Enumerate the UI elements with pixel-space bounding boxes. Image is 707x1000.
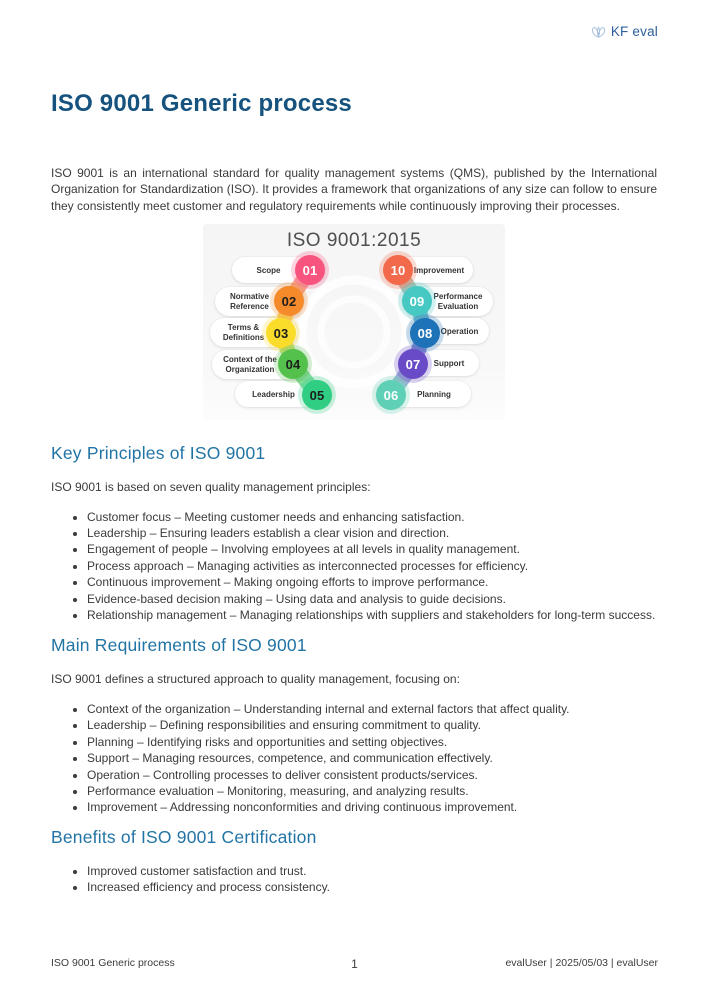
diagram-title: ISO 9001:2015 bbox=[286, 230, 422, 252]
list-item: • Leadership – Defining responsibilities and ensuring commitment to quality. bbox=[87, 717, 657, 733]
diagram-label-planning: Planning bbox=[377, 381, 471, 407]
diagram-step-01: 01 bbox=[295, 255, 325, 285]
list-item: • Engagement of people – Involving employees at all levels in quality management. bbox=[87, 541, 657, 557]
list-item: • Relationship management – Managing relationships with suppliers and stakeholders for long-term success. bbox=[87, 607, 657, 623]
list-item: • Customer focus – Meeting customer needs and enhancing satisfaction. bbox=[87, 509, 657, 525]
bullet-list bbox=[51, 701, 657, 816]
brand-logo-text: KF eval bbox=[610, 24, 658, 39]
list-item: • Planning – Identifying risks and opportunities and setting objectives. bbox=[87, 734, 657, 750]
list-item: • Support – Managing resources, competence, and communication effectively. bbox=[87, 750, 657, 766]
list-item: • Evidence-based decision making – Using data and analysis to guide decisions. bbox=[87, 591, 657, 607]
footer-document-title: ISO 9001 Generic process bbox=[51, 957, 175, 969]
diagram-step-07: 07 bbox=[398, 349, 428, 379]
diagram-label-terms-definitions: Terms & Definitions bbox=[210, 318, 297, 347]
diagram-step-10: 10 bbox=[383, 255, 413, 285]
list-item: • Improved customer satisfaction and trust. bbox=[87, 863, 657, 879]
bullet-list bbox=[51, 509, 657, 624]
list-item: • Improvement – Addressing nonconformities and driving continuous improvement. bbox=[87, 799, 657, 815]
section-benefits bbox=[51, 827, 657, 896]
diagram-label-improvement: Improvement bbox=[385, 257, 473, 283]
butterfly-logo-icon bbox=[590, 25, 607, 39]
list-item: • Continuous improvement – Making ongoing efforts to improve performance. bbox=[87, 574, 657, 590]
diagram-step-09: 09 bbox=[402, 286, 432, 316]
diagram-label-context-of-organization: Context of the Organization bbox=[212, 350, 308, 379]
diagram-step-08: 08 bbox=[410, 318, 440, 348]
intro-paragraph: ISO 9001 is an international standard for quality management systems (QMS), published by the International Organization for Standardization (ISO). It provides a framework that organizations of any size can follow to ensure they consistently meet customer and regulatory requirements while continuously improving their processes. bbox=[51, 166, 657, 213]
section-main-requirements bbox=[51, 635, 657, 815]
section-heading: Main Requirements of ISO 9001 bbox=[51, 635, 307, 656]
list-item: • Performance evaluation – Monitoring, measuring, and analyzing results. bbox=[87, 783, 657, 799]
section-key-principles bbox=[51, 443, 657, 623]
iso-9001-process-diagram bbox=[203, 224, 505, 420]
diagram-step-03: 03 bbox=[266, 318, 296, 348]
diagram-label-leadership: Leadership bbox=[235, 381, 332, 407]
diagram-gradient-ribbon bbox=[203, 224, 505, 420]
list-item: • Context of the organization – Understanding internal and external factors that affect quality. bbox=[87, 701, 657, 717]
section-lead: ISO 9001 is based on seven quality management principles: bbox=[51, 480, 371, 495]
bullet-list bbox=[51, 863, 657, 896]
diagram-step-05: 05 bbox=[302, 380, 332, 410]
section-lead: ISO 9001 defines a structured approach to quality management, focusing on: bbox=[51, 672, 460, 687]
footer-page-number: 1 bbox=[351, 957, 358, 971]
list-item: • Increased efficiency and process consistency. bbox=[87, 879, 657, 895]
diagram-step-02: 02 bbox=[274, 286, 304, 316]
list-item: • Leadership – Ensuring leaders establish a clear vision and direction. bbox=[87, 525, 657, 541]
brand-logo bbox=[590, 24, 658, 39]
page-title: ISO 9001 Generic process bbox=[51, 90, 352, 117]
footer-user-date: evalUser | 2025/05/03 | evalUser bbox=[505, 957, 658, 969]
list-item: • Process approach – Managing activities as interconnected processes for efficiency. bbox=[87, 558, 657, 574]
diagram-step-04: 04 bbox=[278, 349, 308, 379]
diagram-label-performance-evaluation: Performance Evaluation bbox=[403, 287, 493, 316]
diagram-label-support: Support bbox=[399, 350, 479, 376]
section-heading: Benefits of ISO 9001 Certification bbox=[51, 826, 317, 847]
list-item: • Operation – Controlling processes to deliver consistent products/services. bbox=[87, 767, 657, 783]
diagram-label-scope: Scope bbox=[232, 257, 325, 283]
page-footer bbox=[51, 957, 658, 969]
diagram-label-operation: Operation bbox=[410, 318, 489, 344]
diagram-step-06: 06 bbox=[376, 380, 406, 410]
diagram-label-normative-reference: Normative Reference bbox=[215, 287, 304, 316]
section-heading: Key Principles of ISO 9001 bbox=[51, 443, 266, 464]
